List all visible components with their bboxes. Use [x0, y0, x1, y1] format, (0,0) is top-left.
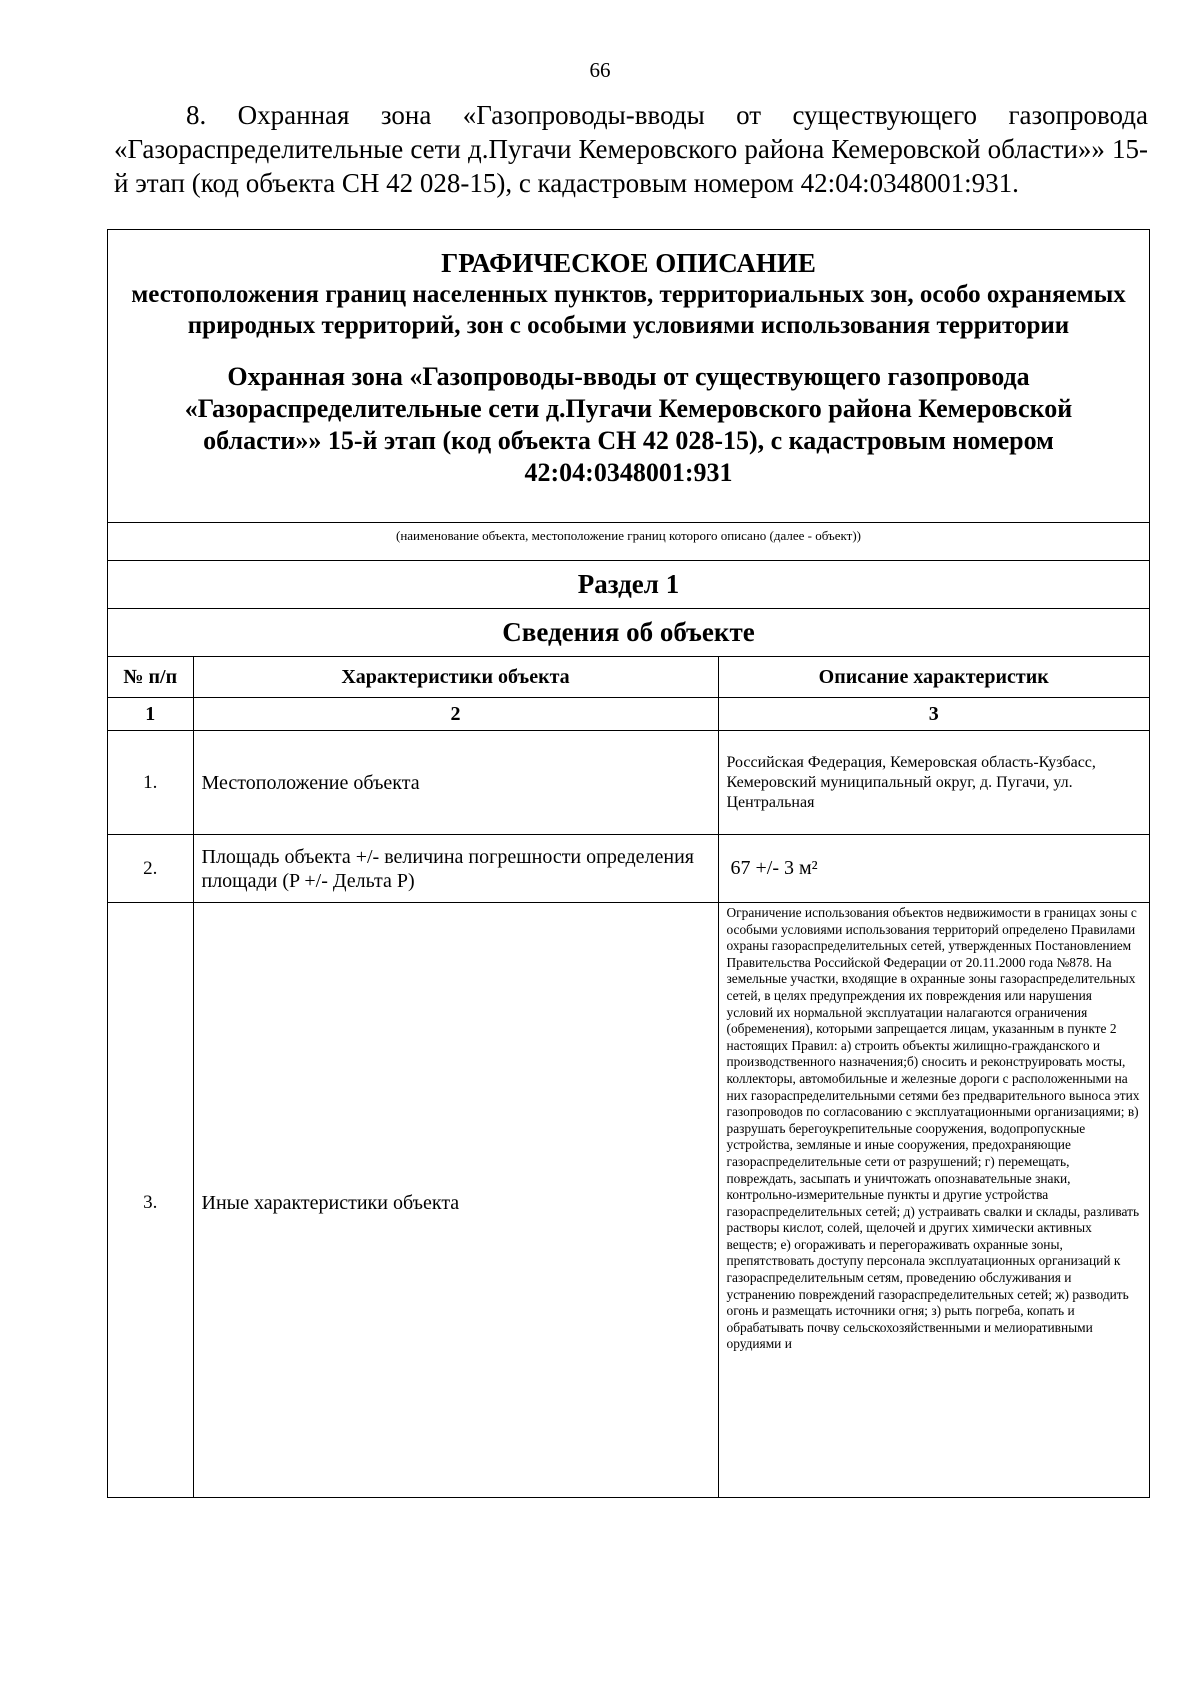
header-cell-description: Описание характеристик	[718, 657, 1149, 698]
table-row	[108, 731, 1149, 835]
row-description: Российская Федерация, Кемеровская область-Кузбасс, Кемеровский муниципальный округ, д. Пугачи, ул. Центральная	[718, 731, 1149, 835]
document-subtitle: местоположения границ населенных пунктов, территориальных зон, особо охраняемых природных территорий, зон с особыми условиями использования территории	[131, 281, 1126, 339]
form-header	[108, 230, 1149, 523]
section-number: Раздел 1	[108, 561, 1149, 609]
header-cell-index: № п/п	[108, 657, 193, 698]
header-cell-characteristic: Характеристики объекта	[193, 657, 718, 698]
row-characteristic: Площадь объекта +/- величина погрешности определения площади (P +/- Дельта P)	[193, 835, 718, 903]
intro-text: 8. Охранная зона «Газопроводы-вводы от существующего газопровода «Газораспределительные сети д.Пугачи Кемеровского района Кемеровской области»» 15-й этап (код объекта СН 42 028-15), с кадастровым номером 42:04:0348001:931.	[114, 100, 1148, 198]
document-title: ГРАФИЧЕСКОЕ ОПИСАНИЕ	[441, 248, 816, 278]
table-header-row	[108, 657, 1149, 698]
graphic-description-form	[107, 229, 1150, 1498]
page-number: 66	[589, 58, 611, 82]
column-number: 2	[193, 698, 718, 731]
table-row	[108, 903, 1149, 1499]
row-index: 1.	[108, 731, 193, 835]
column-number: 3	[718, 698, 1149, 731]
table-row	[108, 835, 1149, 903]
row-characteristic: Местоположение объекта	[193, 731, 718, 835]
object-name-caption: (наименование объекта, местоположение границ которого описано (далее - объект))	[108, 523, 1149, 561]
section-title: Сведения об объекте	[108, 609, 1149, 657]
intro-paragraph	[114, 98, 1148, 200]
row-characteristic: Иные характеристики объекта	[193, 903, 718, 1499]
row-index: 2.	[108, 835, 193, 903]
row-description: Ограничение использования объектов недвижимости в границах зоны с особыми условиями использования территорий определено Правилами охраны газораспределительных сетей, утвержденных Постановлением Правительства Российской Федерации от 20.11.2000 года №878. На земельные участки, входящие в охранные зоны газораспределительных сетей, в целях предупреждения их повреждения или нарушения условий их нормальной эксплуатации налагаются ограничения (обременения), которыми запрещается лицам, указанным в пункте 2 настоящих Правил: а) строить объекты жилищно-гражданского и производственного назначения;б) сносить и реконструировать мосты, коллекторы, автомобильные и железные дороги с расположенными на них газораспределительными сетями без предварительного выноса этих газопроводов по согласованию с эксплуатационными организациями; в) разрушать берегоукрепительные сооружения, водопропускные устройства, земляные и иные сооружения, предохраняющие газораспределительные сети от разрушений; г) перемещать, повреждать, засыпать и уничтожать опознавательные знаки, контрольно-измерительные пункты и другие устройства газораспределительных сетей; д) устраивать свалки и склады, разливать растворы кислот, солей, щелочей и других химически активных веществ; е) огораживать и перегораживать охранные зоны, препятствовать доступу персонала эксплуатационных организаций к газораспределительным сетям, проведению обслуживания и устранению повреждений газораспределительных сетей; ж) разводить огонь и размещать источники огня; з) рыть погреба, копать и обрабатывать почву сельскохозяйственными и мелиоративными орудиями и	[718, 903, 1149, 1499]
object-name: Охранная зона «Газопроводы-вводы от существующего газопровода «Газораспределительные сети д.Пугачи Кемеровского района Кемеровской области»» 15-й этап (код объекта СН 42 028-15), с кадастровым номером 42:04:0348001:931	[184, 362, 1073, 487]
object-properties-table	[108, 657, 1149, 1498]
row-description: 67 +/- 3 м²	[718, 835, 1149, 903]
column-number: 1	[108, 698, 193, 731]
row-index: 3.	[108, 903, 193, 1499]
column-number-row	[108, 698, 1149, 731]
